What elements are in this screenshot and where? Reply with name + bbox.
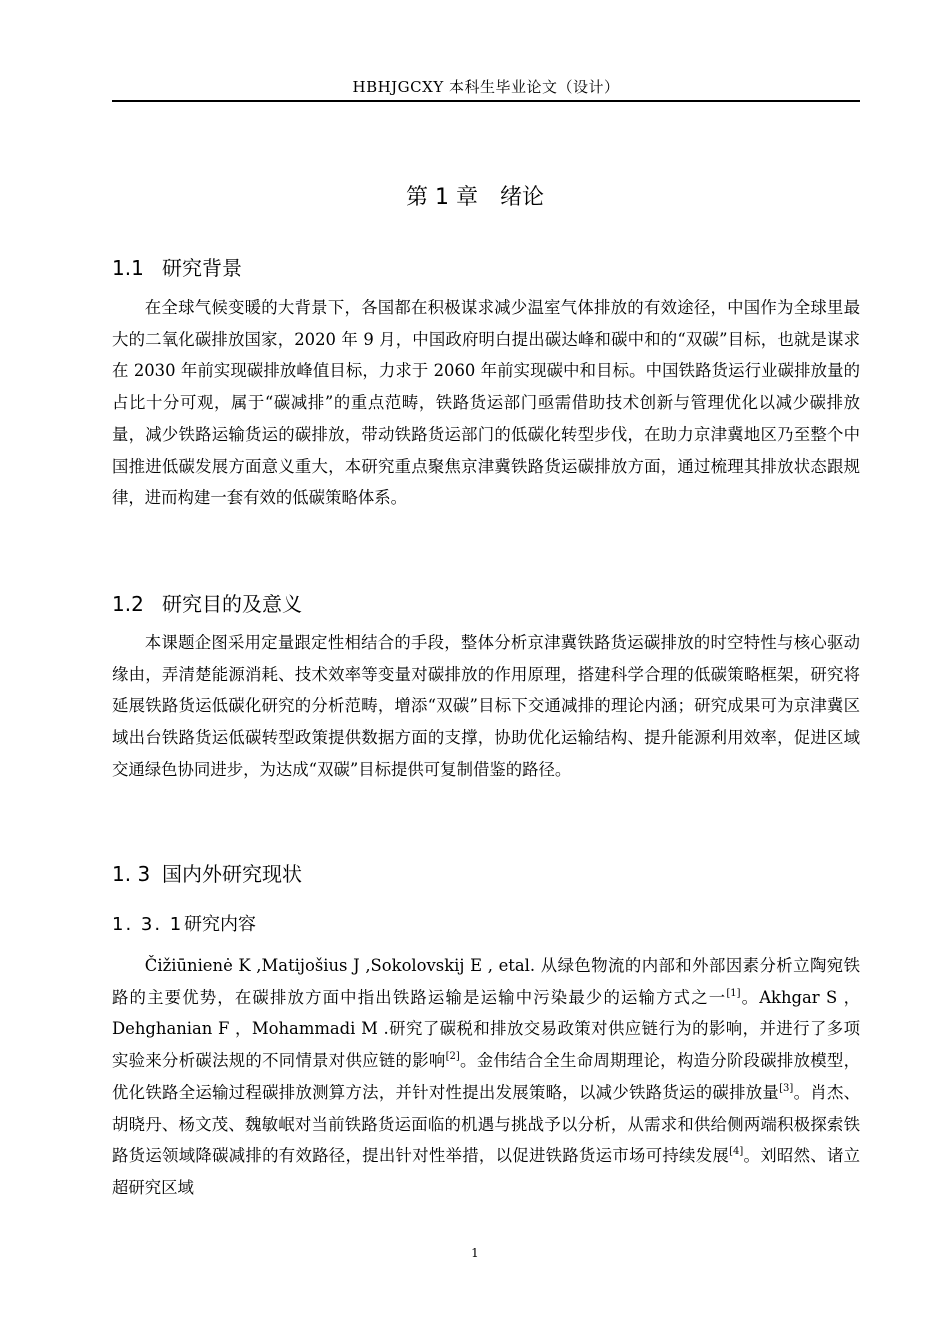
- text-run: Čižiūnienė K ,Matijošius J ,Sokolovskij E , etal. 从绿色物流的内部和外部因素分析立陶宛铁路的主要优势，在碳排放方面中指出铁路运输是运输中污染最少的运输方式之一: [112, 956, 860, 1007]
- header-divider: [112, 100, 860, 102]
- section-heading-1-2: [112, 588, 302, 617]
- subsection-number: 1. 3. 1: [112, 914, 184, 935]
- section-title: 国内外研究现状: [162, 862, 302, 886]
- subsection-heading-1-3-1: [112, 910, 256, 936]
- citation-ref: [2]: [445, 1051, 460, 1063]
- section-heading-1-1: [112, 252, 242, 281]
- section-number: 1. 3: [112, 862, 151, 886]
- subsection-title: 研究内容: [184, 914, 256, 935]
- text-run: 。肖杰、胡晓丹、杨文茂、魏敏岷对当前铁路货运面临的机遇与挑战予以分析，从需求和供给侧两端积极探索铁路货运领域降碳减排的有效路径，提出针对性举措，以促进铁路货运市场可持续发展: [112, 1082, 861, 1166]
- page-number: 1: [471, 1246, 479, 1260]
- page-header: HBHJGCXY 本科生毕业论文（设计）: [352, 78, 620, 96]
- chapter-title: 第 1 章 绪论: [406, 185, 544, 210]
- section-heading-1-3: [112, 858, 302, 887]
- text-run: 。金伟结合全生命周期理论，构造分阶段碳排放模型，优化铁路全运输过程碳排放测算方法，并针对性提出发展策略，以减少铁路货运的碳排放量: [112, 1051, 861, 1102]
- text-run: 。Akhgar S ，Dehghanian F ，Mohammadi M .研究了碳税和排放交易政策对供应链行为的影响，并进行了多项实验来分析碳法规的不同情景对供应链的影响: [112, 987, 861, 1071]
- section-number: 1.1: [112, 256, 144, 280]
- paragraph-research-background: 在全球气候变暖的大背景下，各国都在积极谋求减少温室气体排放的有效途径，中国作为全球里最大的二氧化碳排放国家，2020 年 9 月，中国政府明白提出碳达峰和碳中和的“双碳”目标，也就是谋求在 2030 年前实现碳排放峰值目标，力求于 2060 年前实现碳中和目标。中国铁路货运行业碳排放量的占比十分可观，属于“碳减排”的重点范畴，铁路货运部门亟需借助技术创新与管理优化以减少碳排放量，减少铁路运输货运的碳排放，带动铁路货运部门的低碳化转型步伐，在助力京津冀地区乃至整个中国推进低碳发展方面意义重大，本研究重点聚焦京津冀铁路货运碳排放方面，通过梳理其排放状态跟规律，进而构建一套有效的低碳策略体系。: [112, 298, 860, 508]
- paragraph-research-purpose: 本课题企图采用定量跟定性相结合的手段，整体分析京津冀铁路货运碳排放的时空特性与核心驱动缘由，弄清楚能源消耗、技术效率等变量对碳排放的作用原理，搭建科学合理的低碳策略框架，研究将延展铁路货运低碳化研究的分析范畴，增添“双碳”目标下交通减排的理论内涵；研究成果可为京津冀区域出台铁路货运低碳转型政策提供数据方面的支撑，协助优化运输结构、提升能源利用效率，促进区域交通绿色协同进步，为达成“双碳”目标提供可复制借鉴的路径。: [112, 633, 860, 779]
- citation-ref: [4]: [729, 1146, 744, 1158]
- section-title: 研究背景: [162, 256, 242, 280]
- paragraph-research-content: [112, 950, 860, 1204]
- section-title: 研究目的及意义: [162, 592, 302, 616]
- text-run: 。刘昭然、诸立超研究区域: [112, 1146, 861, 1197]
- section-number: 1.2: [112, 592, 144, 616]
- citation-ref: [1]: [726, 987, 741, 999]
- citation-ref: [3]: [779, 1082, 794, 1094]
